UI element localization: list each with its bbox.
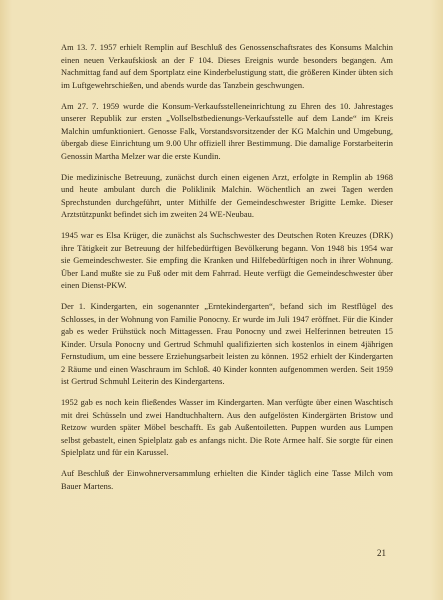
body-text (61, 42, 393, 502)
page-number: 21 (377, 548, 386, 558)
paragraph-erster-kindergarten: Der 1. Kindergarten, ein sogenannter „Erntekindergarten“, befand sich im Restflügel des Schlosses, in der Wohnung von Familie Ponocny. Er wurde im Juli 1947 eröffnet. Für die Kinder gab es weder Frühstück noch Mittagessen. Frau Ponocny und zwei Helferinnen betreuten 15 Kinder. Ursula Ponocny und Gertrud Schmuhl qualifizierten sich kostenlos in einem 4jährigen Fernstudium, um eine bessere Erziehungsarbeit leisten zu können. 1952 erhielt der Kindergarten 2 Räume und einen Waschraum im Schloß. 40 Kinder konnten aufgenommen werden. Seit 1959 ist Gertrud Schmuhl Leiterin des Kindergartens. (61, 302, 393, 386)
paragraph-gemeindeschwester: 1945 war es Elsa Krüger, die zunächst als Suchschwester des Deutschen Roten Kreuzes (DRK) ihre Tätigkeit zur Betreuung der hilfebedürftigen Bevölkerung begann. Von 1948 bis 1954 war sie Gemeindeschwester. Sie empfing die Kranken und Hilfebedürftigen noch in ihrer Wohnung. Über Land mußte sie zu Fuß oder mit dem Fahrrad. Heute verfügt die Gemeindeschwester über einen Dienst-PKW. (61, 231, 393, 290)
paragraph-kindergarten-1952: 1952 gab es noch kein fließendes Wasser im Kindergarten. Man verfügte über einen Waschtisch mit drei Schüsseln und zwei Handtuchhaltern. Aus den aufgelösten Kindergärten Bristow und Retzow wurden später Möbel beschafft. Es gab Außentoiletten. Puppen wurden aus Lumpen selbst gebastelt, einen Spielplatz gab es anfangs nicht. Die Rote Armee half. Sie sorgte für einen Spielplatz und für ein Karussel. (61, 398, 393, 457)
paragraph-selbstbedienung: Am 27. 7. 1959 wurde die Konsum-Verkaufsstelleneinrichtung zu Ehren des 10. Jahrestages unserer Republik zur ersten „Vollselbstbedienungs-Verkaufsstelle auf dem Lande“ im Kreis Malchin umfunktioniert. Genosse Falk, Vorstandsvorsitzender der KG Malchin und Umgebung, übergab diese Einrichtung um 9.00 Uhr offiziell ihrer Bestimmung. Die damalige Forstarbeiterin Genossin Martha Melzer war die erste Kundin. (61, 101, 393, 161)
paragraph-konsum-kiosk: Am 13. 7. 1957 erhielt Remplin auf Beschluß des Genossenschaftsrates des Konsums Malchin einen neuen Verkaufskiosk an der F 104. Dieses Ereignis wurde besonders begangen. Am Nachmittag fand auf dem Sportplatz eine Kinderbelustigung statt, die größeren Kinder übten sich im Luftgewehrschießen, und abends wurde das Tanzbein geschwungen. (61, 43, 393, 90)
paragraph-milch: Auf Beschluß der Einwohnerversammlung erhielten die Kinder täglich eine Tasse Milch vom Bauer Martens. (61, 469, 393, 491)
paragraph-medizinische-betreuung: Die medizinische Betreuung, zunächst durch einen eigenen Arzt, erfolgte in Remplin ab 1968 und heute ambulant durch die Poliklinik Malchin. Wöchentlich an zwei Tagen werden Sprechstunden durchgeführt, unter Mithilfe der Gemeindeschwester Brigitte Lemke. Dieser Arztstützpunkt befindet sich im zweiten 24 WE-Neubau. (61, 172, 393, 219)
